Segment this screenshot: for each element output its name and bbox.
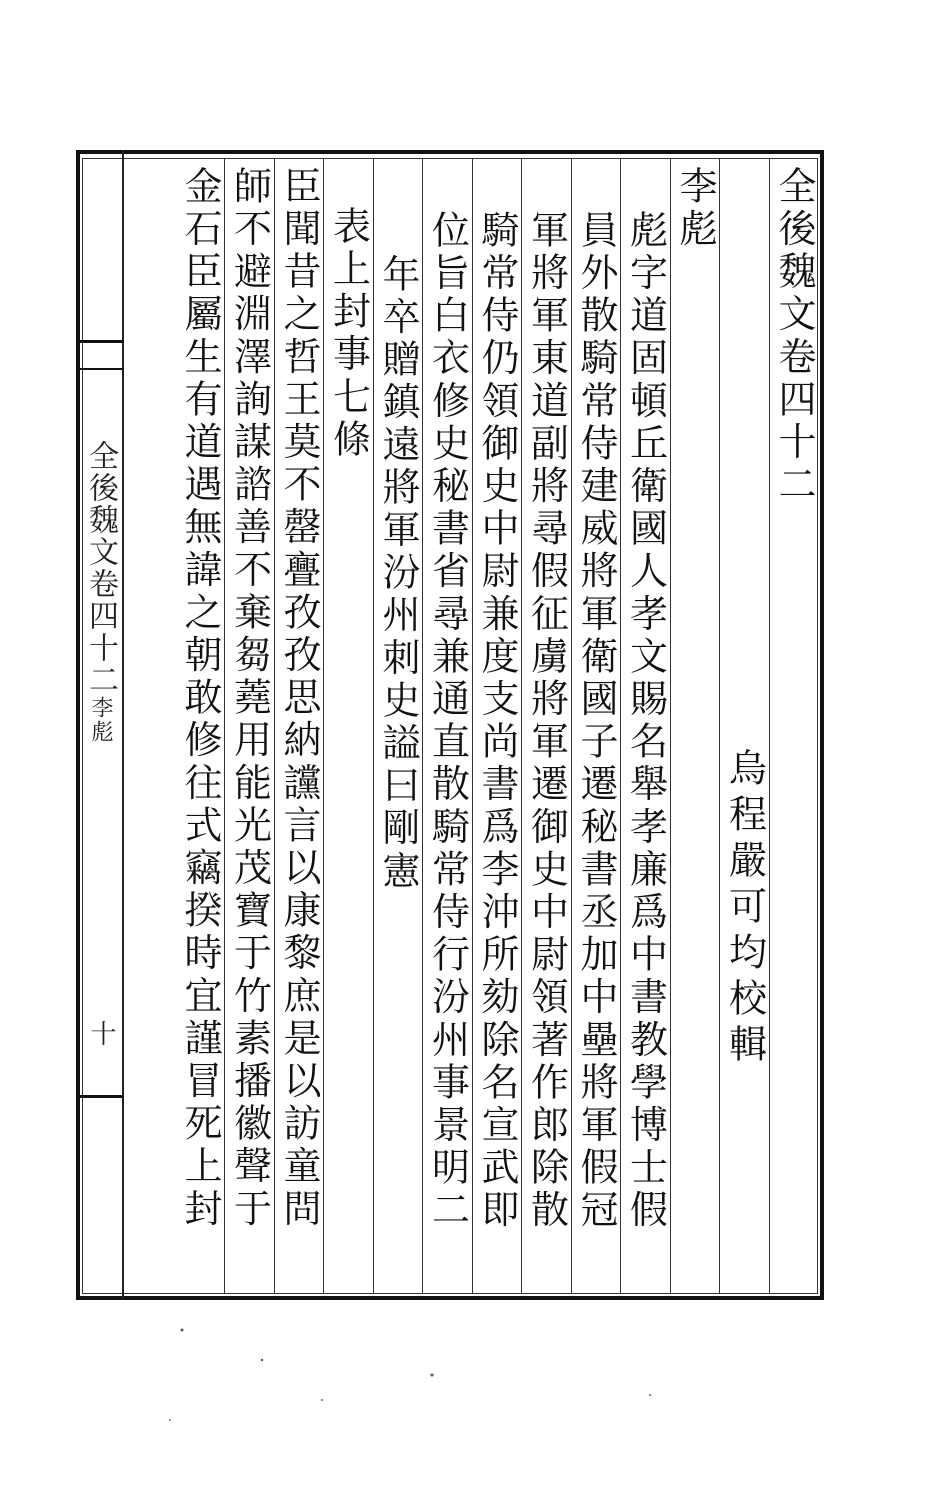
gutter-book-title: 全後魏文卷四十二 — [83, 440, 118, 696]
text-column — [472, 158, 522, 1294]
column-text: 年卒贈鎮遠將軍汾州刺史謚曰剛憲 — [376, 254, 420, 893]
column-text: 臣聞昔之哲王莫不罄亹孜孜思納讜言以康黎庶是以訪童問 — [277, 166, 321, 1231]
text-column — [224, 158, 274, 1294]
fishtail-mark-bottom — [76, 1095, 124, 1101]
text-column — [769, 158, 819, 1294]
column-text: 師不避淵澤詢謀諮善不棄芻蕘用能光茂寶于竹素播徽聲于 — [227, 166, 272, 1231]
column-text: 彪字道固頓丘衛國人孝文賜名舉孝廉爲中書教學博士假 — [623, 210, 668, 1233]
fishtail-mark-top — [76, 340, 124, 370]
column-text: 位旨白衣修史秘書省尋兼通直散騎常侍行汾州事景明二 — [425, 210, 470, 1233]
column-text: 騎常侍仍領御史中尉兼度支尚書爲李沖所劾除名宣武即 — [475, 210, 519, 1233]
text-column — [274, 158, 324, 1294]
text-column — [323, 158, 373, 1294]
gutter-title — [80, 440, 120, 744]
column-text: 軍將軍東道副將尋假征虜將軍遷御史中尉領著作郎除散 — [524, 210, 569, 1233]
text-column — [175, 158, 225, 1294]
column-text: 李彪 — [673, 166, 717, 252]
column-text: 員外散騎常侍建威將軍衛國子遷秘書丞加中壘將軍假冠 — [574, 210, 618, 1233]
column-text: 表上封事七條 — [326, 206, 371, 462]
column-text: 烏程嚴可均校輯 — [722, 748, 767, 1070]
text-column — [422, 158, 472, 1294]
text-column — [620, 158, 670, 1294]
column-text: 全後魏文卷四十二 — [772, 166, 816, 507]
text-column — [373, 158, 423, 1294]
text-column — [521, 158, 571, 1294]
gutter-page-number: 十 — [86, 1020, 116, 1046]
text-column — [670, 158, 720, 1294]
text-column — [571, 158, 621, 1294]
column-text: 金石臣屬生有道遇無諱之朝敢修往式竊揆時宜謹冒死上封 — [178, 166, 222, 1231]
text-column — [719, 158, 769, 1294]
gutter-author-name: 李彪 — [88, 696, 113, 744]
text-columns — [124, 158, 818, 1294]
